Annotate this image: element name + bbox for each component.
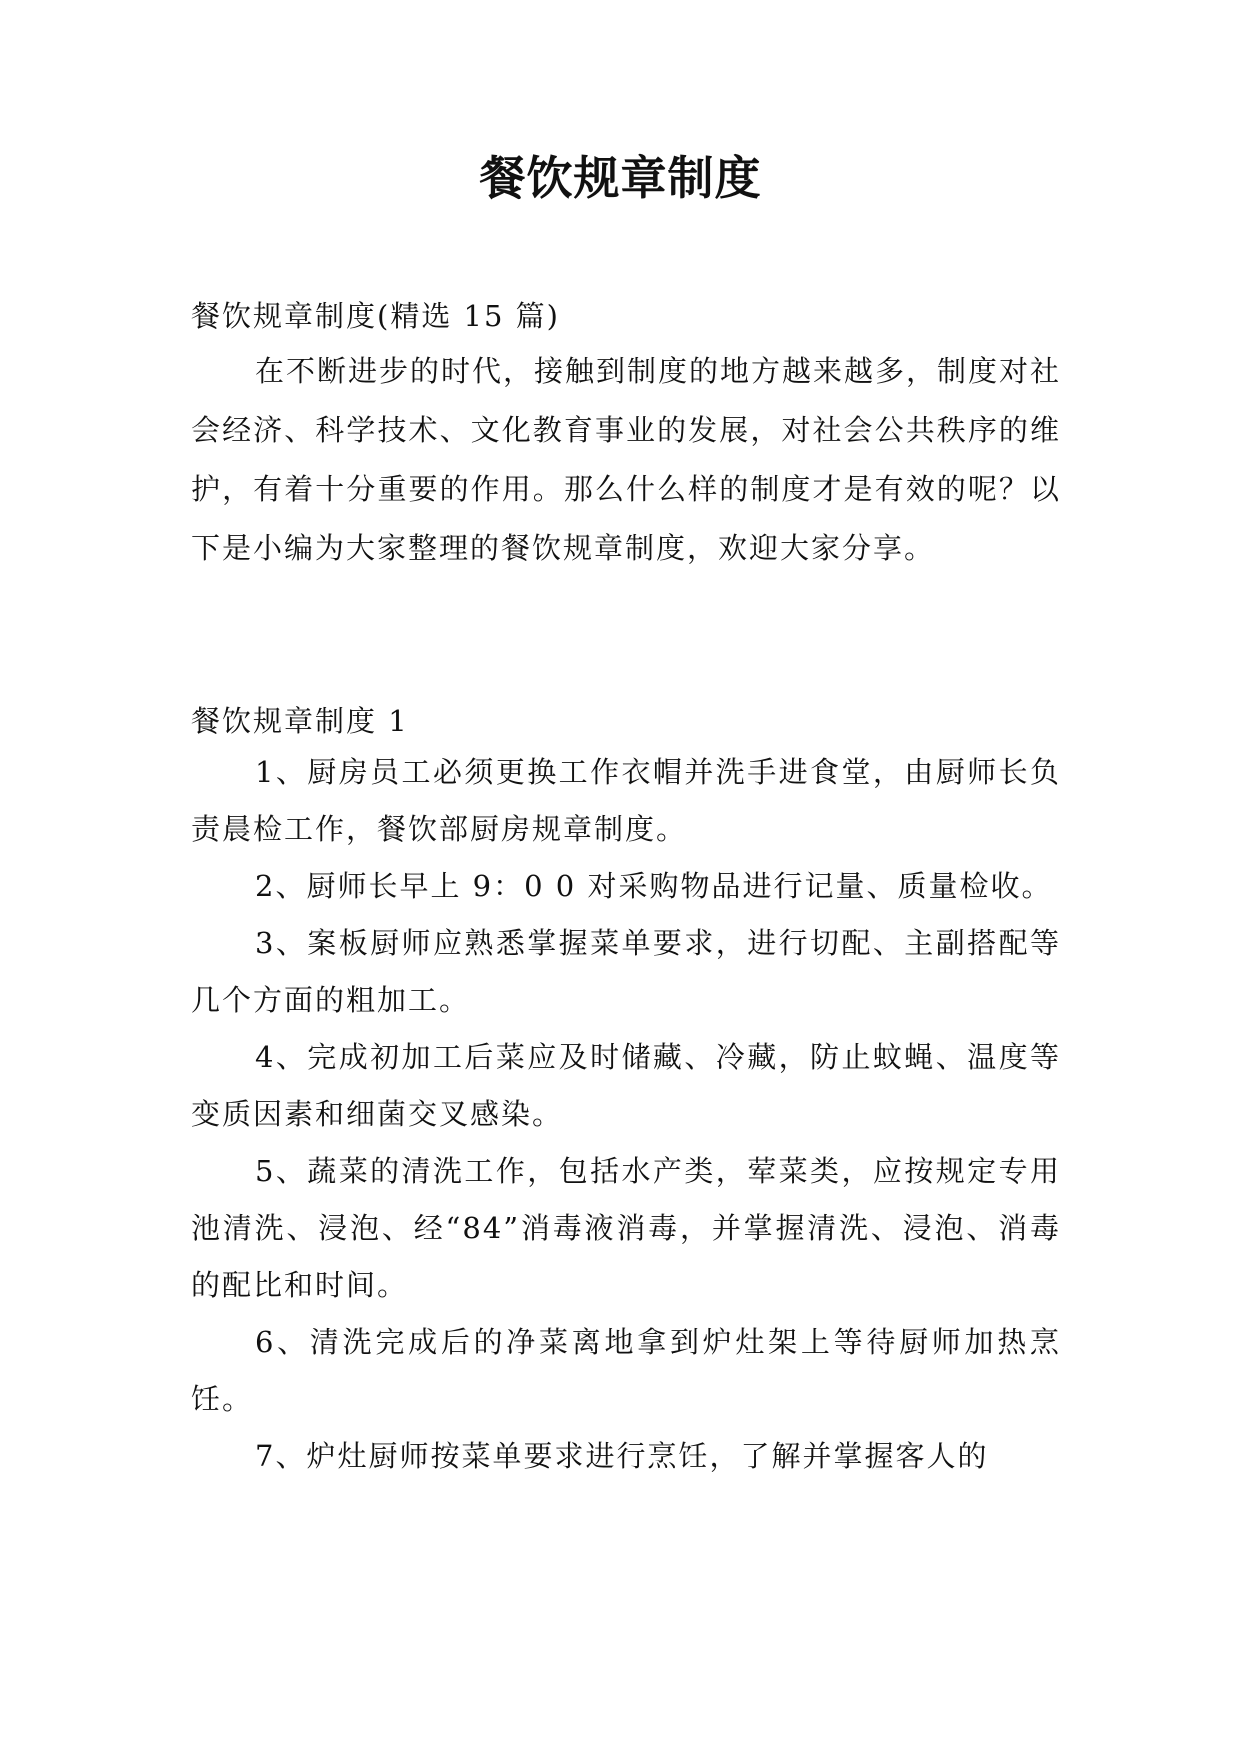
document-subtitle <box>191 287 1061 346</box>
rule-item: 1、厨房员工必须更换工作衣帽并洗手进食堂，由厨师长负责晨检工作，餐饮部厨房规章制度。 <box>191 755 1061 846</box>
page-title: 餐饮规章制度 <box>479 151 762 205</box>
rule-item: 3、案板厨师应熟悉掌握菜单要求，进行切配、主副搭配等几个方面的粗加工。 <box>191 926 1061 1017</box>
intro-text: 在不断进步的时代，接触到制度的地方越来越多，制度对社会经济、科学技术、文化教育事业的发展，对社会公共秩序的维护，有着十分重要的作用。那么什么样的制度才是有效的呢？以下是小编为大家整理的餐饮规章制度，欢迎大家分享。 <box>191 354 1062 565</box>
intro-paragraph <box>191 342 1061 578</box>
rule-item: 6、清洗完成后的净菜离地拿到炉灶架上等待厨师加热烹饪。 <box>191 1325 1061 1416</box>
subtitle-text: 餐饮规章制度(精选 15 篇) <box>191 299 560 333</box>
rule-item: 2、厨师长早上 9：0 0 对采购物品进行记量、质量检收。 <box>255 869 1053 903</box>
rule-item: 4、完成初加工后菜应及时储藏、冷藏，防止蚊蝇、温度等变质因素和细菌交叉感染。 <box>191 1040 1061 1131</box>
section-heading-text: 餐饮规章制度 1 <box>191 704 409 738</box>
rule-item: 7、炉灶厨师按菜单要求进行烹饪，了解并掌握客人的 <box>255 1439 989 1473</box>
section-heading <box>191 692 1061 751</box>
rule-item: 5、蔬菜的清洗工作，包括水产类，荤菜类，应按规定专用池清洗、浸泡、经“84”消毒液消毒，并掌握清洗、浸泡、消毒的配比和时间。 <box>191 1154 1061 1302</box>
rules-list <box>191 744 1061 1485</box>
